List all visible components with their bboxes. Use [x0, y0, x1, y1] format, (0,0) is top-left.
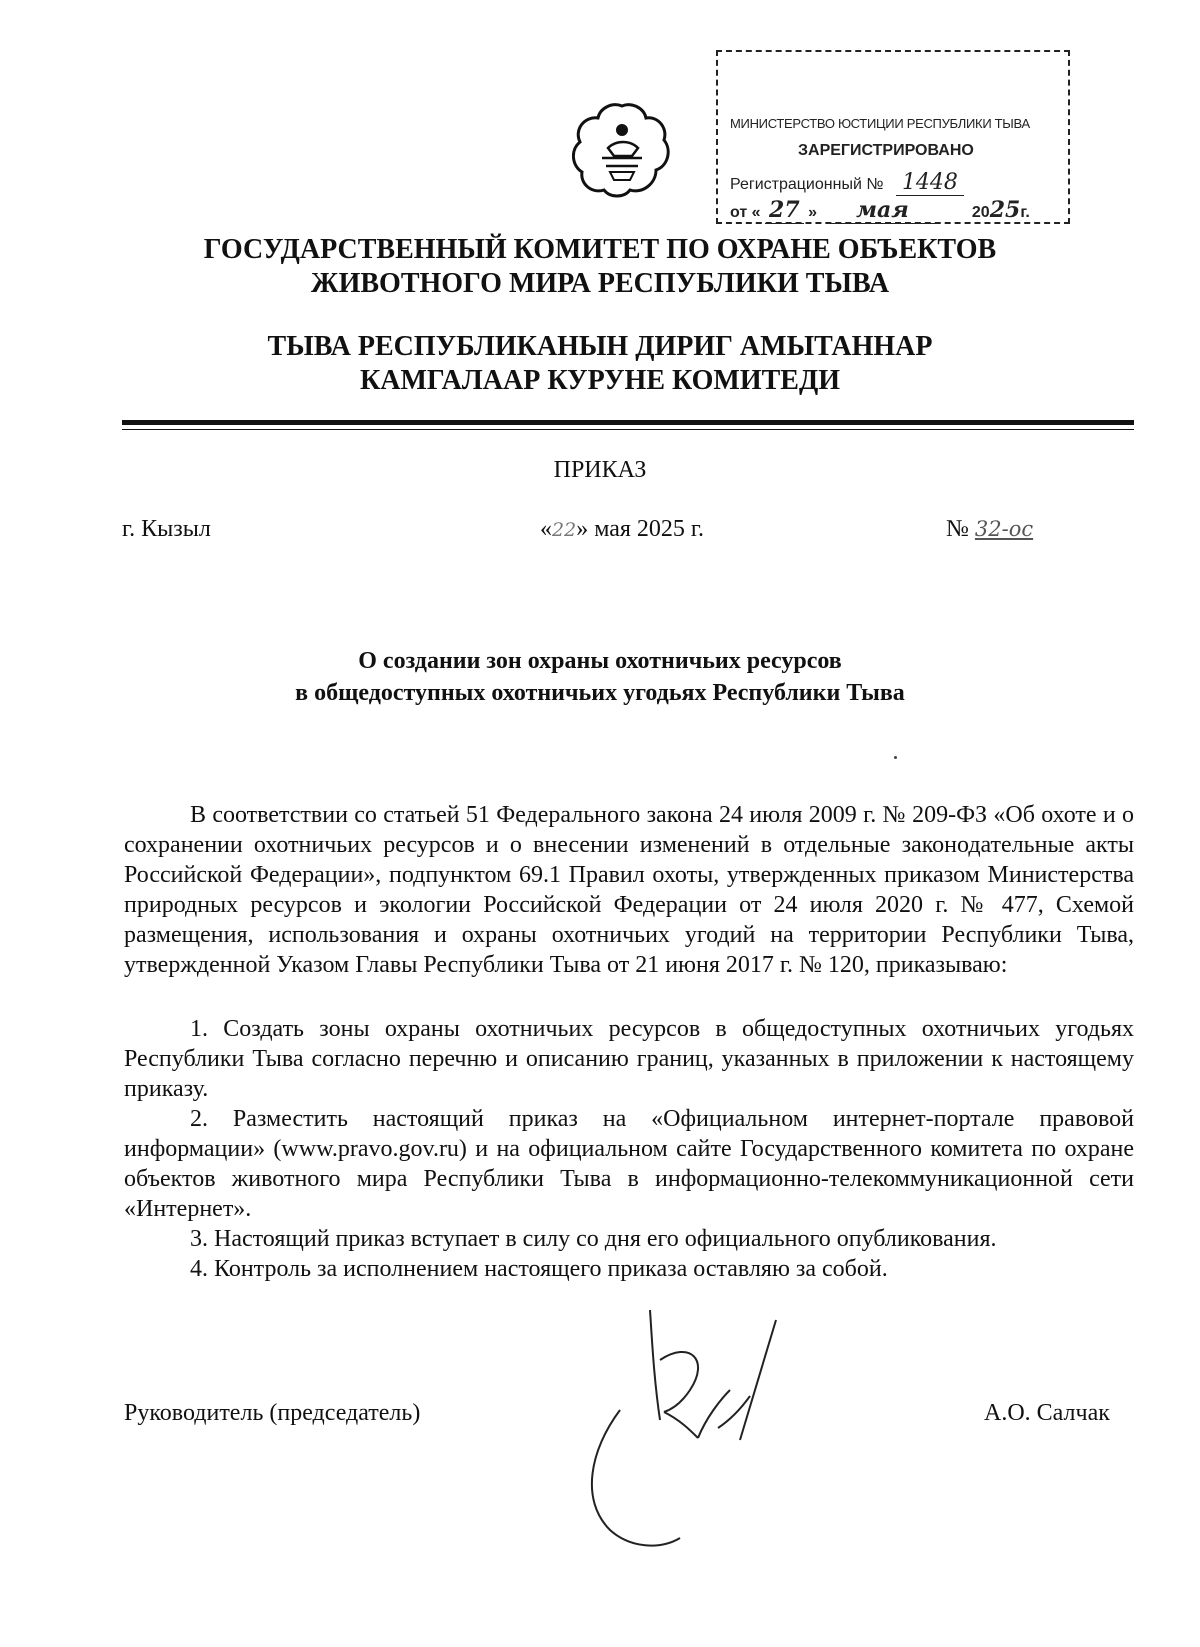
document-date-open: «: [540, 516, 552, 542]
stamp-date-row: [730, 197, 1030, 224]
header-divider-thick: [122, 420, 1134, 425]
org-name-tuvan: [0, 330, 1200, 398]
handwritten-signature: [580, 1300, 840, 1560]
stamp-ministry-line: МИНИСТЕРСТВО ЮСТИЦИИ РЕСПУБЛИКИ ТЫВА: [730, 116, 1030, 131]
header-divider-thin: [122, 429, 1134, 430]
document-number-value: 32-ос: [974, 517, 1034, 541]
org-name-russian-line2: ЖИВОТНОГО МИРА РЕСПУБЛИКИ ТЫВА: [310, 268, 890, 299]
org-name-tuvan-line2: КАМГАЛААР КУРУНЕ КОМИТЕДИ: [359, 365, 841, 396]
stamp-reg-label: Регистрационный №: [730, 176, 884, 193]
preamble-paragraph: В соответствии со статьей 51 Федерального закона 24 июля 2009 г. № 209-ФЗ «Об охоте и о сохранении охотничьих ресурсов и о внесении изменений в отдельные законодательные акты Российской Федерации», подпунктом 69.1 Правил охоты, утвержденных приказом Министерства природных ресурсов и экологии Российской Федерации от 24 июля 2020 г. № 477, Схемой размещения, использования и охраны охотничьих угодий на территории Республики Тыва, утвержденной Указом Главы Республики Тыва от 21 июня 2017 г. № 120, приказываю:: [124, 802, 1134, 978]
stamp-date-year-suffix: г.: [1020, 204, 1030, 221]
stamp-date-close: »: [803, 204, 817, 221]
document-number: [946, 516, 1033, 543]
document-date-rest: » мая 2025 г.: [576, 516, 705, 542]
document-subject: [0, 645, 1200, 709]
stamp-date-day: 27: [765, 197, 804, 224]
stamp-date-prefix: от «: [730, 204, 761, 221]
stamp-reg-number-row: [730, 170, 964, 195]
registration-stamp: [716, 50, 1070, 224]
document-city: г. Кызыл: [122, 516, 211, 542]
document-date: [540, 516, 704, 543]
stamp-date-year-prefix: 20: [971, 204, 990, 221]
signatory-name: А.О. Салчак: [984, 1400, 1110, 1426]
document-number-label: №: [946, 516, 969, 542]
order-item: 4. Контроль за исполнением настоящего приказа оставляю за собой.: [190, 1256, 888, 1282]
order-items-list: [124, 1014, 1134, 1284]
org-name-russian-line1: ГОСУДАРСТВЕННЫЙ КОМИТЕТ ПО ОХРАНЕ ОБЪЕКТОВ: [203, 234, 997, 265]
document-type: ПРИКАЗ: [553, 457, 647, 483]
signatory-position: Руководитель (председатель): [124, 1400, 421, 1426]
stamp-reg-number: 1448: [896, 170, 964, 196]
org-name-russian: [0, 233, 1200, 301]
document-subject-line1: О создании зон охраны охотничьих ресурсов: [358, 648, 842, 674]
document-date-day: 22: [552, 519, 577, 541]
stamp-date-year: 25: [989, 197, 1021, 223]
order-item: 2. Разместить настоящий приказ на «Официальном интернет-портале правовой информации» (www.pravo.gov.ru) и на официальном сайте Государственного комитета по охране объектов животного мира Республики Тыва в информационно-телекоммуникационной сети «Интернет».: [124, 1106, 1134, 1222]
document-subject-line2: в общедоступных охотничьих угодьях Республики Тыва: [295, 680, 905, 706]
stamp-registered-label: ЗАРЕГИСТРИРОВАНО: [798, 142, 974, 159]
stamp-date-month: мая: [827, 197, 937, 224]
scan-speck: [894, 756, 897, 759]
org-name-tuvan-line1: ТЫВА РЕСПУБЛИКАНЫН ДИРИГ АМЫТАННАР: [267, 331, 933, 362]
order-item: 1. Создать зоны охраны охотничьих ресурсов в общедоступных охотничьих угодьях Республики Тыва согласно перечню и описанию границ, указанных в приложении к настоящему приказу.: [124, 1016, 1134, 1102]
order-item: 3. Настоящий приказ вступает в силу со дня его официального опубликования.: [190, 1226, 997, 1252]
document-body: [124, 800, 1134, 1284]
tuva-emblem-icon: [572, 100, 672, 200]
